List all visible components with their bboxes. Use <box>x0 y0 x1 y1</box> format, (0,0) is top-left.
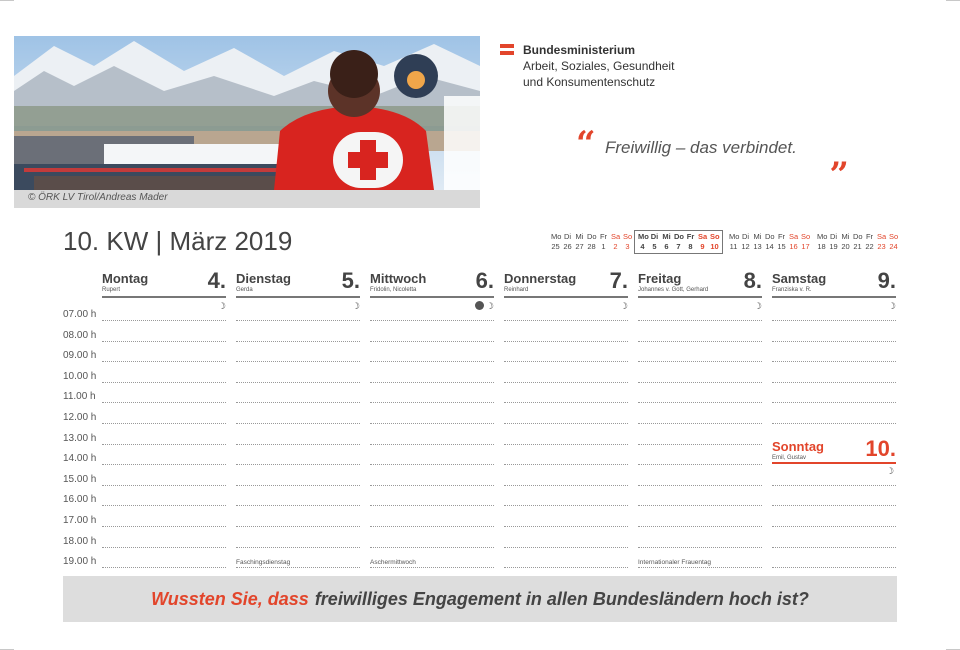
date-label: 6 <box>664 242 669 251</box>
weekday-label: Mo <box>817 232 828 241</box>
full-moon-icon <box>475 301 484 310</box>
time-slot[interactable] <box>370 526 494 527</box>
weekday-label: Sa <box>877 232 887 241</box>
date-label: 5 <box>652 242 657 251</box>
date-label: 10 <box>710 242 719 251</box>
time-slot[interactable] <box>370 464 494 465</box>
austrian-flag-icon <box>500 44 514 55</box>
time-slot[interactable] <box>638 485 762 486</box>
mini-calendar-dates <box>817 242 898 252</box>
sunday-header <box>772 436 896 464</box>
mini-calendar-weekdays <box>817 232 898 242</box>
day-saint: Emil, Gustav <box>772 455 807 461</box>
time-label: 08.00 h <box>63 329 97 341</box>
day-saint: Franziska v. R. <box>772 287 812 293</box>
time-slot[interactable] <box>236 567 360 568</box>
time-slot[interactable] <box>370 423 494 424</box>
day-header <box>236 268 360 298</box>
photo-credit: © ÖRK LV Tirol/Andreas Mader <box>28 192 168 203</box>
time-slot[interactable] <box>236 320 360 321</box>
slogan-text: Freiwillig – das verbindet. <box>605 138 797 157</box>
time-label: 11.00 h <box>63 391 96 403</box>
weekday-label: Di <box>741 232 750 241</box>
time-slot[interactable] <box>370 320 494 321</box>
holiday-label: Internationaler Frauentag <box>638 559 711 567</box>
mini-calendar <box>634 230 723 254</box>
time-slot[interactable] <box>772 361 896 362</box>
time-slot[interactable] <box>504 505 628 506</box>
time-slot[interactable] <box>772 567 896 568</box>
time-slot[interactable] <box>236 382 360 383</box>
mini-calendar <box>729 232 810 252</box>
weekday-label: Mi <box>841 232 850 241</box>
time-slot[interactable] <box>772 341 896 342</box>
time-slot[interactable] <box>638 320 762 321</box>
footer-highlight: Wussten Sie, dass <box>151 588 309 609</box>
weekday-label: Do <box>674 232 684 241</box>
weekday-label: So <box>889 232 899 241</box>
weekday-label: Do <box>587 232 597 241</box>
weekday-label: Do <box>765 232 775 241</box>
time-slot[interactable] <box>504 402 628 403</box>
moon-phase-icon: ☽ <box>886 466 895 476</box>
day-header <box>504 268 628 298</box>
time-slot[interactable] <box>370 505 494 506</box>
day-saint: Fridolin, Nicoletta <box>370 287 417 293</box>
time-slot[interactable] <box>638 402 762 403</box>
date-label: 16 <box>789 242 798 251</box>
time-label: 16.00 h <box>63 494 97 506</box>
time-slot[interactable] <box>504 567 628 568</box>
date-label: 7 <box>676 242 681 251</box>
time-slot[interactable] <box>638 341 762 342</box>
time-label: 19.00 h <box>63 556 97 568</box>
date-label: 20 <box>841 242 850 251</box>
weekday-label: So <box>710 232 720 241</box>
time-slot[interactable] <box>772 382 896 383</box>
photo-illustration <box>14 36 480 190</box>
date-label: 4 <box>640 242 645 251</box>
weekday-label: So <box>623 232 633 241</box>
time-slot[interactable] <box>102 423 226 424</box>
moon-phase-icon: ☽ <box>217 301 226 311</box>
weekday-label: Fr <box>599 232 608 241</box>
date-label: 28 <box>587 242 596 251</box>
time-slot[interactable] <box>638 505 762 506</box>
weekday-label: Fr <box>686 232 695 241</box>
weekday-label: Mo <box>638 232 649 241</box>
time-label: 12.00 h <box>63 412 97 423</box>
time-label: 13.00 h <box>63 432 97 444</box>
time-slot[interactable] <box>236 505 360 506</box>
day-saint: Johannes v. Gott, Gerhard <box>638 287 709 293</box>
moon-phase-icon: ☽ <box>887 301 896 311</box>
day-header <box>638 268 762 298</box>
mini-calendar-dates <box>729 242 810 252</box>
photo-credit-bar <box>14 190 480 208</box>
mini-calendar <box>551 232 632 252</box>
time-slot[interactable] <box>236 341 360 342</box>
weekday-label: Fr <box>865 232 874 241</box>
time-slot[interactable] <box>236 464 360 465</box>
time-slot[interactable] <box>370 444 494 445</box>
weekday-label: So <box>801 232 811 241</box>
time-slot[interactable] <box>236 361 360 362</box>
date-label: 3 <box>625 242 630 251</box>
time-slot[interactable] <box>236 547 360 548</box>
day-name: Dienstag <box>236 271 291 286</box>
ministry-line-2: Arbeit, Soziales, Gesundheit <box>523 59 675 73</box>
header-photo <box>14 36 480 190</box>
day-number: 8. <box>743 268 762 293</box>
moon-phase-icon: ☽ <box>485 301 494 311</box>
day-column-donnerstag <box>504 268 628 311</box>
time-slot[interactable] <box>236 526 360 527</box>
time-slot[interactable] <box>370 567 494 568</box>
time-slot[interactable] <box>102 444 226 445</box>
open-quote: “ <box>576 124 596 164</box>
time-label: 17.00 h <box>63 515 97 526</box>
time-slot[interactable] <box>504 547 628 548</box>
date-label: 19 <box>829 242 838 251</box>
time-slot[interactable] <box>236 485 360 486</box>
time-slot[interactable] <box>772 505 896 506</box>
time-label: 07.00 h <box>63 309 97 320</box>
time-slot[interactable] <box>504 526 628 527</box>
time-slot[interactable] <box>102 547 226 548</box>
close-quote: „ <box>830 136 850 176</box>
mini-calendar-dates <box>638 242 719 252</box>
time-slot[interactable] <box>102 341 226 342</box>
time-slot[interactable] <box>638 526 762 527</box>
day-number: 10. <box>865 436 896 461</box>
time-slot[interactable] <box>772 402 896 403</box>
time-slot[interactable] <box>504 485 628 486</box>
weekday-label: Sa <box>789 232 799 241</box>
day-saint: Rupert <box>102 287 121 293</box>
weekday-label: Mi <box>575 232 584 241</box>
day-column-montag <box>102 268 226 311</box>
mini-calendar <box>817 232 898 252</box>
time-slot[interactable] <box>236 402 360 403</box>
day-name: Montag <box>102 271 149 286</box>
crop-mark <box>0 0 14 1</box>
time-slot[interactable] <box>102 464 226 465</box>
date-label: 18 <box>817 242 826 251</box>
time-slot[interactable] <box>102 505 226 506</box>
time-slot[interactable] <box>772 547 896 548</box>
time-slot[interactable] <box>102 402 226 403</box>
time-slot[interactable] <box>102 567 226 568</box>
date-label: 9 <box>700 242 705 251</box>
day-name: Mittwoch <box>370 271 427 286</box>
date-label: 11 <box>729 242 738 251</box>
footer-banner <box>63 576 897 622</box>
crop-mark <box>946 0 960 1</box>
time-slot[interactable] <box>772 526 896 527</box>
date-label: 27 <box>575 242 584 251</box>
mini-calendar-dates <box>551 242 632 252</box>
time-slot[interactable] <box>504 464 628 465</box>
time-slot[interactable] <box>504 444 628 445</box>
time-slot[interactable] <box>504 382 628 383</box>
date-label: 8 <box>688 242 693 251</box>
weekday-label: Di <box>829 232 838 241</box>
day-column-mittwoch <box>370 268 494 311</box>
time-slot[interactable] <box>504 320 628 321</box>
weekday-label: Sa <box>611 232 621 241</box>
day-number: 9. <box>877 268 896 293</box>
time-slot[interactable] <box>102 361 226 362</box>
time-slot[interactable] <box>504 361 628 362</box>
moon-phase-icon: ☽ <box>351 301 360 311</box>
time-slot[interactable] <box>102 320 226 321</box>
mini-calendar-weekdays <box>729 232 810 242</box>
time-slot[interactable] <box>638 547 762 548</box>
day-name: Freitag <box>638 271 682 286</box>
date-label: 15 <box>777 242 786 251</box>
day-number: 7. <box>609 268 628 293</box>
mini-calendar-weekdays <box>638 232 719 242</box>
ministry-line-1: Bundesministerium <box>523 43 636 57</box>
holiday-label: Faschingsdienstag <box>236 559 291 567</box>
time-label: 15.00 h <box>63 473 97 485</box>
day-saint: Gerda <box>236 287 253 293</box>
weekday-label: Do <box>853 232 863 241</box>
time-slot[interactable] <box>370 402 494 403</box>
date-label: 12 <box>741 242 750 251</box>
time-label: 09.00 h <box>63 350 97 362</box>
day-header <box>102 268 226 298</box>
weekday-label: Mo <box>551 232 562 241</box>
day-number: 4. <box>207 268 226 293</box>
moon-phase-icon: ☽ <box>619 301 628 311</box>
time-slot[interactable] <box>102 526 226 527</box>
time-slot[interactable] <box>772 423 896 424</box>
time-slot[interactable] <box>772 485 896 486</box>
date-label: 22 <box>865 242 874 251</box>
weekday-label: Mi <box>753 232 762 241</box>
time-slot[interactable] <box>504 341 628 342</box>
time-slot[interactable] <box>370 341 494 342</box>
time-slot[interactable] <box>772 320 896 321</box>
weekday-label: Mo <box>729 232 740 241</box>
time-slot[interactable] <box>370 547 494 548</box>
date-label: 26 <box>563 242 572 251</box>
day-number: 5. <box>341 268 360 293</box>
weekday-label: Di <box>650 232 659 241</box>
weekday-label: Fr <box>777 232 786 241</box>
holiday-label: Aschermittwoch <box>370 559 416 567</box>
time-slot[interactable] <box>236 444 360 445</box>
date-label: 17 <box>801 242 810 251</box>
date-label: 23 <box>877 242 886 251</box>
day-column-samstag <box>772 268 896 311</box>
date-label: 2 <box>613 242 618 251</box>
time-slot[interactable] <box>638 361 762 362</box>
time-label: 18.00 h <box>63 535 97 547</box>
time-slot[interactable] <box>102 485 226 486</box>
day-header <box>772 268 896 298</box>
time-slot[interactable] <box>102 382 226 383</box>
time-label: 14.00 h <box>63 453 97 465</box>
week-title: 10. KW | März 2019 <box>63 226 293 256</box>
slogan <box>576 124 876 176</box>
day-saint: Reinhard <box>504 287 529 293</box>
date-label: 13 <box>753 242 762 251</box>
time-slot[interactable] <box>236 423 360 424</box>
date-label: 1 <box>601 242 606 251</box>
time-slot[interactable] <box>370 382 494 383</box>
time-slot[interactable] <box>638 567 762 568</box>
day-name: Samstag <box>772 271 827 286</box>
footer-text: freiwilliges Engagement in allen Bundesländern hoch ist? <box>314 588 809 609</box>
time-slot[interactable] <box>638 423 762 424</box>
time-slot[interactable] <box>370 485 494 486</box>
weekday-label: Di <box>563 232 572 241</box>
mini-calendar-weekdays <box>551 232 632 242</box>
moon-phase-icon: ☽ <box>753 301 762 311</box>
time-slot[interactable] <box>504 423 628 424</box>
date-label: 14 <box>765 242 774 251</box>
ministry-line-3: und Konsumentenschutz <box>523 75 656 89</box>
day-column-dienstag <box>236 268 360 311</box>
time-slot[interactable] <box>638 444 762 445</box>
date-label: 24 <box>889 242 898 251</box>
time-slot[interactable] <box>638 464 762 465</box>
day-name: Donnerstag <box>504 271 577 286</box>
ministry-name <box>523 42 763 90</box>
day-number: 6. <box>475 268 494 293</box>
date-label: 25 <box>551 242 560 251</box>
time-slot[interactable] <box>638 382 762 383</box>
day-column-freitag <box>638 268 762 311</box>
day-name: Sonntag <box>772 439 824 454</box>
date-label: 21 <box>853 242 862 251</box>
day-header <box>370 268 494 298</box>
time-label: 10.00 h <box>63 370 97 382</box>
weekday-label: Sa <box>698 232 708 241</box>
time-slot[interactable] <box>370 361 494 362</box>
weekday-label: Mi <box>662 232 671 241</box>
